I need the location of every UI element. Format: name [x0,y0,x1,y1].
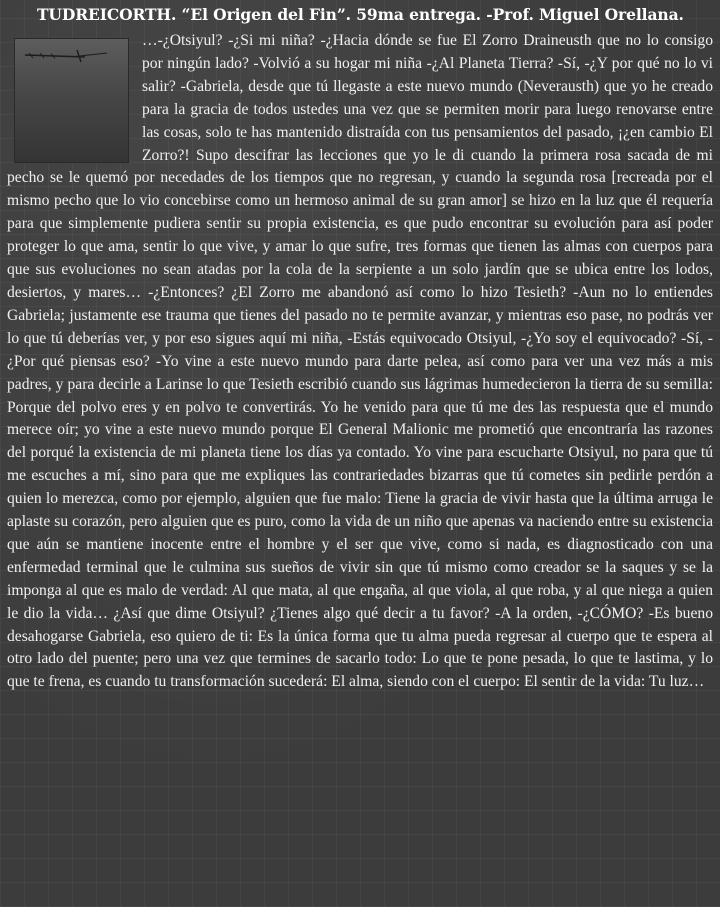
article-thumbnail-image [14,38,129,163]
article-title: TUDREICORTH. “El Origen del Fin”. 59ma entrega. -Prof. Miguel Orellana. [37,5,684,24]
article-body: …-¿Otsiyul? -¿Si mi niña? -¿Hacia dónde se fue El Zorro Draineusth que no lo consigo por ningún lado? -Volvió a su hogar mi niña -¿Al Planeta Tierra? -Sí, -¿Y por qué no lo vi salir? -Gabriela, desde que tú llegaste a este nuevo mundo (Neverausth) que yo he creado para la gracia de todos ustedes una vez que se permiten morir para luego renovarse entre las cosas, solo te has mantenido distraída con tus pensamientos del pasado, ¡¿en cambio El Zorro?! Supo descifrar las lecciones que yo le di cuando la primera rosa sacada de mi pecho se le quemó por necedades de los tiempos que no regresan, y cuando la segunda rosa [recreada por el mismo pecho que lo vio concebirse como un hermoso animal de su gran amor] se hizo en la luz que él requería para que simplemente pudiera sentir su propia existencia, es que pudo encontrar su evolución para así poder proteger lo que ama, sentir lo que vive, y amar lo que sufre, tres formas que tienen las almas con cuerpos para que sus evoluciones no sean atadas por la cola de la serpiente a un solo jardín que se ubica entre los lodos, desiertos, y mares… -¿Entonces? ¿El Zorro me abandonó así como lo hizo Tesieth? -Aun no lo entiendes Gabriela; justamente ese trauma que tienes del pasado no te permite avanzar, y mientras eso pase, no podrás ver lo que tú deberías ver, y por eso sigues aquí mi niña, -Estás equivocado Otsiyul, -¿Yo soy el equivocado? -Sí, -¿Por qué piensas eso? -Yo vine a este nuevo mundo para darte pelea, así como para ver una vez más a mis padres, y para decirle a Larinse lo que Tesieth escribió cuando sus lágrimas humedecieron la tierra de su semilla: Porque del polvo eres y en polvo te convertirás. Yo he venido para que tú me des las respuesta que el mundo merece oír; yo vine a este nuevo mundo porque El General Malionic me prometió que encontraría las razones del porqué la existencia de mi planeta tiene los días ya contado. Yo vine para escucharte Otsiyul, no para que tú me escuches a mí, sino para que me expliques las contrariedades bizarras que tú cometes sin pedirle perdón a quien lo merezca, como por ejemplo, alguien que fue malo: Tiene la gracia de vivir hasta que la última arruga le aplaste su corazón, pero alguien que es puro, como la vida de un niño que apenas va naciendo entre su existencia que aún se mantiene inocente entre el hombre y el ser que vive, como si nada, es diagnosticado con una enfermedad terminal que le culmina sus sueños de vivir sin que tú mismo como creador se la saques y se la imponga al que es malo de verdad: Al que mata, al que engaña, al que viola, al que roba, y al que niega a quien le dio la vida… ¿Así que dime Otsiyul? ¿Tienes algo qué decir a tu favor? -A la orden, -¿CÓMO? -Es bueno desahogarse Gabriela, eso quiero de ti: Es la única forma que tu alma pueda regresar al cuerpo que te espera al otro lado del puente; pero una vez que termines de sacarlo todo: Lo que te pone pesada, lo que te lastima, y lo que te frena, es cuando tu transformación sucederá: El alma, siendo con el cuerpo: El sentir de la vida: Tu luz… [7,32,713,691]
airplane-silhouette-icon [15,39,128,162]
